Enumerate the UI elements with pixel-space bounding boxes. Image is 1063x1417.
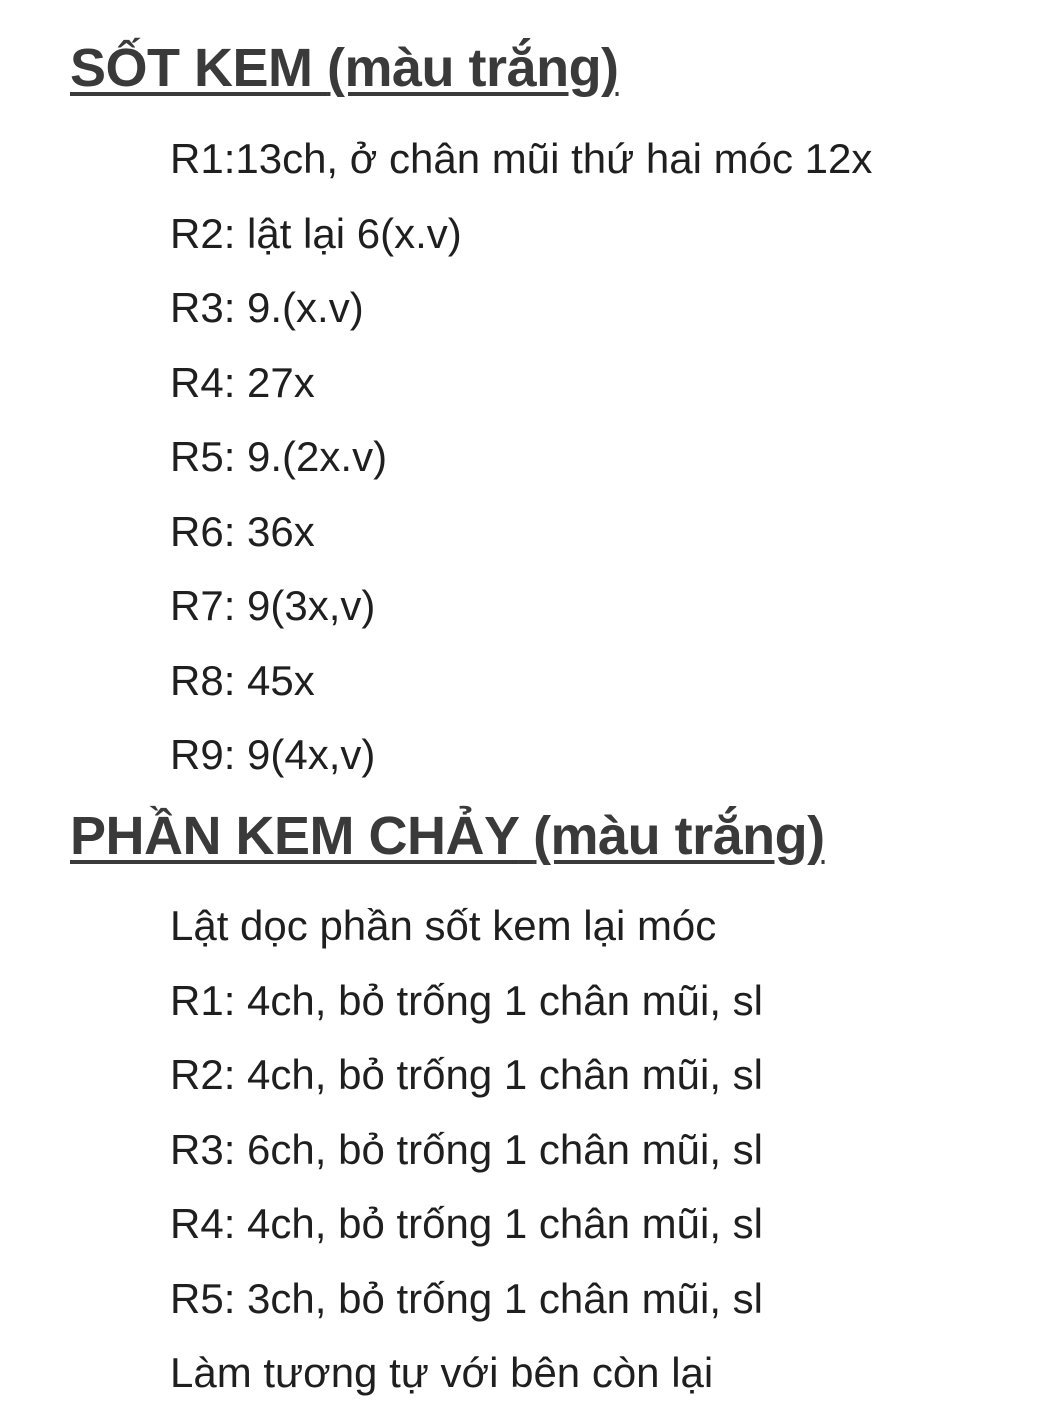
instruction-line: R8: 45x bbox=[170, 656, 315, 704]
instruction-line: R1: 4ch, bỏ trống 1 chân mũi, sl bbox=[170, 976, 763, 1024]
section-title: PHẦN KEM CHẢY bbox=[70, 806, 519, 866]
section-heading-phan-kem-chay bbox=[70, 806, 825, 866]
instruction-line: Làm tương tự với bên còn lại bbox=[170, 1349, 714, 1396]
instruction-line: R1:13ch, ở chân mũi thứ hai móc 12x bbox=[170, 135, 873, 182]
instruction-line: R4: 27x bbox=[170, 358, 315, 406]
section-subtitle: (màu trắng) bbox=[533, 806, 825, 866]
instruction-list-phan-kem-chay bbox=[170, 889, 763, 1411]
instruction-line: R2: lật lại 6(x.v) bbox=[170, 209, 462, 257]
instruction-line: R5: 3ch, bỏ trống 1 chân mũi, sl bbox=[170, 1274, 763, 1322]
instruction-line: Lật dọc phần sốt kem lại móc bbox=[170, 902, 717, 949]
instruction-line: R3: 9.(x.v) bbox=[170, 284, 364, 331]
instruction-line: R5: 9.(2x.v) bbox=[170, 433, 388, 480]
instruction-line: R3: 6ch, bỏ trống 1 chân mũi, sl bbox=[170, 1125, 763, 1173]
section-title: SỐT KEM bbox=[70, 38, 313, 98]
instruction-line: R7: 9(3x,v) bbox=[170, 582, 376, 629]
instruction-list-sot-kem bbox=[170, 122, 872, 793]
section-heading-sot-kem bbox=[70, 38, 619, 98]
instruction-line: R2: 4ch, bỏ trống 1 chân mũi, sl bbox=[170, 1051, 763, 1098]
section-subtitle: (màu trắng) bbox=[327, 38, 619, 98]
instruction-line: R6: 36x bbox=[170, 507, 315, 555]
instruction-line: R9: 9(4x,v) bbox=[170, 731, 376, 778]
instruction-line: R4: 4ch, bỏ trống 1 chân mũi, sl bbox=[170, 1200, 763, 1247]
